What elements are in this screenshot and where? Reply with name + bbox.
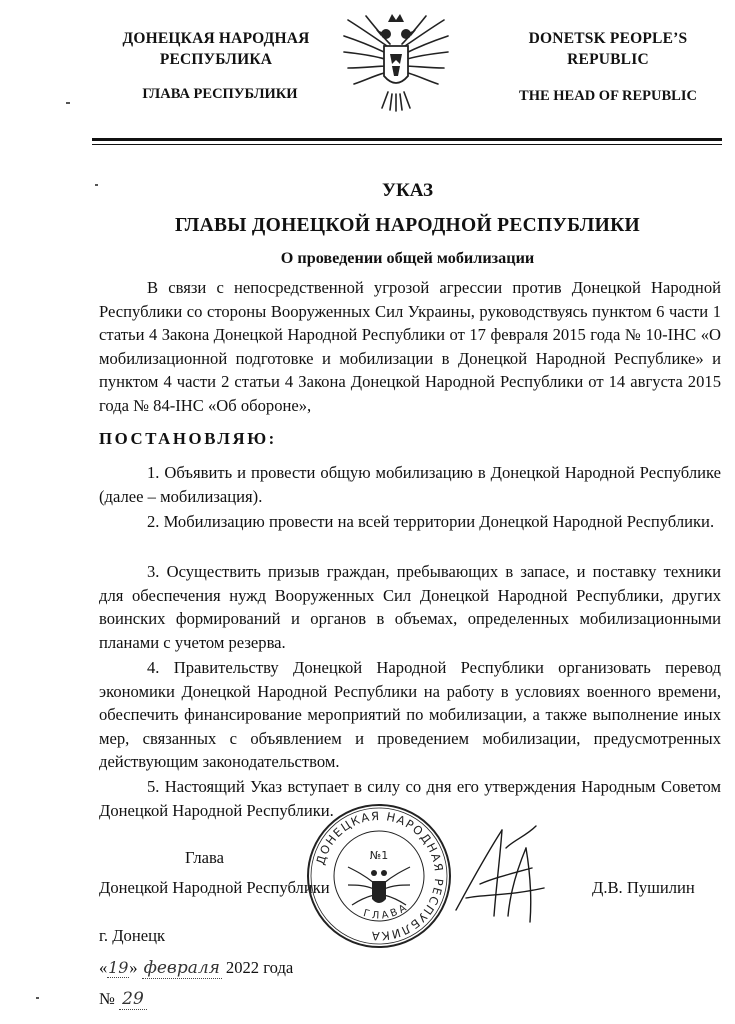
decree-item-1: 1. Объявить и провести общую мобилизацию в Донецкой Народной Республике (далее – мобилизация). bbox=[99, 463, 721, 506]
scan-speck bbox=[36, 997, 39, 999]
header-left-line2: РЕСПУБЛИКА bbox=[159, 51, 273, 68]
header-rule-thick bbox=[92, 138, 722, 141]
header-left-sub: ГЛАВА РЕСПУБЛИКИ bbox=[142, 86, 298, 102]
date-day: 19 bbox=[108, 958, 129, 977]
seal-ring-text: ДОНЕЦКАЯ НАРОДНАЯ РЕСПУБЛИКА bbox=[313, 808, 447, 944]
header-right-line2: REPUBLIC bbox=[567, 51, 649, 68]
coat-of-arms-eagle-icon bbox=[338, 10, 454, 114]
date-month: февраля bbox=[143, 958, 220, 978]
signature-position-line2: Донецкой Народной Республики bbox=[99, 878, 330, 897]
official-seal-icon bbox=[304, 801, 454, 951]
decree-item-5: 5. Настоящий Указ вступает в силу со дня его утверждения Народным Советом Донецкой Народной Республики. bbox=[99, 777, 721, 820]
doc-type: УКАЗ bbox=[382, 180, 433, 201]
date-year: 2022 года bbox=[225, 958, 294, 977]
signature-position-line1: Глава bbox=[185, 848, 224, 867]
date-open-quote: « bbox=[99, 958, 108, 977]
decree-item-2: 2. Мобилизацию провести на всей территории Донецкой Народной Республики. bbox=[147, 512, 715, 531]
header-left bbox=[96, 28, 336, 70]
number-prefix: № bbox=[99, 989, 115, 1008]
svg-text:ГЛАВА bbox=[362, 901, 411, 921]
date-close-quote: » bbox=[129, 958, 138, 977]
decree-word: ПОСТАНОВЛЯЮ: bbox=[99, 429, 277, 448]
seal-bottom-text: ГЛАВА bbox=[362, 901, 412, 922]
header-rule-thin bbox=[92, 144, 722, 145]
doc-issuer: ГЛАВЫ ДОНЕЦКОЙ НАРОДНОЙ РЕСПУБЛИКИ bbox=[174, 215, 641, 236]
decree-item-4: 4. Правительству Донецкой Народной Республики организовать перевод экономики Донецкой Народной Республики на работу в условиях военного времени, обеспечить финансирование мероприятий по мобилизации, а также выполнение иных мер, связанных с объявлением и проведением мобилизации, предусмотренных действующим законодательством. bbox=[99, 658, 721, 772]
scan-speck bbox=[66, 102, 70, 104]
header-right-sub: THE HEAD OF REPUBLIC bbox=[519, 88, 697, 104]
seal-number: №1 bbox=[369, 849, 389, 862]
header-right bbox=[498, 28, 718, 70]
number-value: 29 bbox=[119, 989, 147, 1010]
header-left-line1: ДОНЕЦКАЯ НАРОДНАЯ bbox=[122, 30, 310, 47]
date-line bbox=[99, 958, 293, 979]
signature-name: Д.В. Пушилин bbox=[592, 878, 695, 897]
number-line bbox=[99, 989, 147, 1010]
handwritten-signature-icon bbox=[446, 818, 556, 928]
decree-item-3: 3. Осуществить призыв граждан, пребывающих в запасе, и поставку техники для обеспечения нужд Вооруженных Сил Донецкой Народной Республики, других воинских формирований и органов в объемах, определенных мобилизационными планами с учетом резерва. bbox=[99, 562, 721, 652]
place: г. Донецк bbox=[99, 926, 166, 945]
header-right-line1: DONETSK PEOPLE’S bbox=[528, 30, 688, 47]
doc-subject: О проведении общей мобилизации bbox=[280, 249, 535, 267]
svg-text:ДОНЕЦКАЯ НАРОДНАЯ РЕСПУБЛИКА bbox=[313, 809, 446, 943]
preamble: В связи с непосредственной угрозой агрессии против Донецкой Народной Республики со стороны Вооруженных Сил Украины, руководствуясь пунктом 6 части 1 статьи 4 Закона Донецкой Народной Республики от 17 февраля 2015 года № 10-IНС «О мобилизационной подготовке и мобилизации в Донецкой Народной Республике» и пунктом 4 части 2 статьи 4 Закона Донецкой Народной Республики от 14 августа 2015 года № 84-IНС «Об обороне», bbox=[99, 278, 721, 415]
